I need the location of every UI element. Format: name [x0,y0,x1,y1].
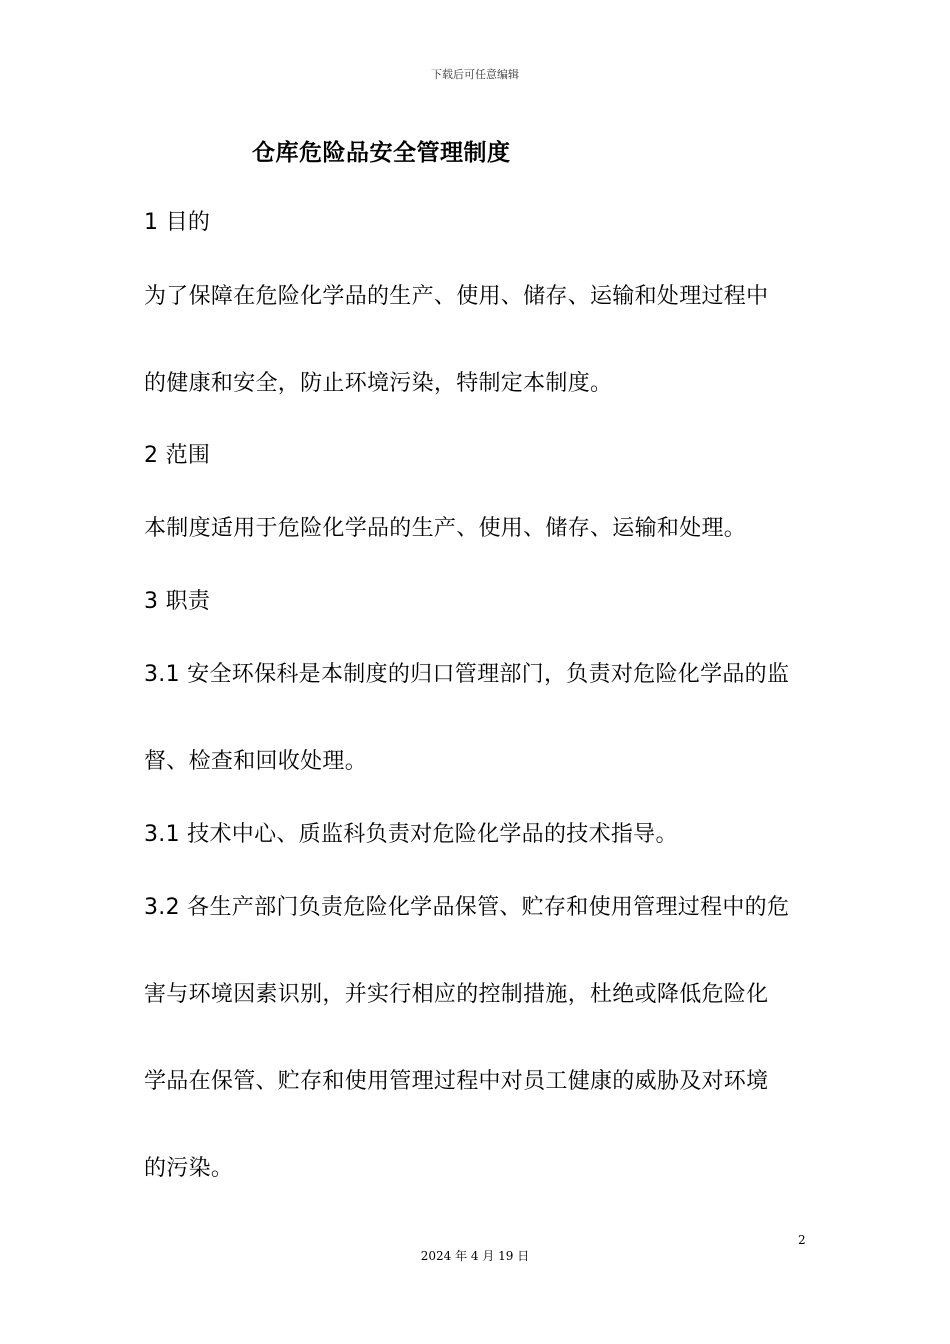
document-title: 仓库危险品安全管理制度 [252,140,511,166]
section-heading-responsibilities: 3 职责 [144,589,211,614]
header-note: 下载后可任意编辑 [431,68,519,81]
paragraph-line: 3.2 各生产部门负责危险化学品保管、贮存和使用管理过程中的危 [144,895,790,920]
paragraph-line: 害与环境因素识别，并实行相应的控制措施，杜绝或降低危险化 [144,982,769,1007]
paragraph-line: 的健康和安全，防止环境污染，特制定本制度。 [144,371,613,396]
paragraph-line: 学品在保管、贮存和使用管理过程中对员工健康的威胁及对环境 [144,1069,769,1094]
paragraph-line: 督、检查和回收处理。 [144,749,368,774]
paragraph-line: 3.1 安全环保科是本制度的归口管理部门，负责对危险化学品的监 [144,662,790,687]
page-number: 2 [798,1233,806,1247]
section-heading-purpose: 1 目的 [144,210,211,235]
paragraph-line: 的污染。 [144,1156,234,1181]
paragraph-line: 为了保障在危险化学品的生产、使用、储存、运输和处理过程中 [144,284,769,309]
footer-date: 2024 年 4 月 19 日 [420,1249,530,1263]
paragraph-line: 本制度适用于危险化学品的生产、使用、储存、运输和处理。 [144,516,747,541]
paragraph-line: 3.1 技术中心、质监科负责对危险化学品的技术指导。 [144,822,678,847]
section-heading-scope: 2 范围 [144,443,211,468]
